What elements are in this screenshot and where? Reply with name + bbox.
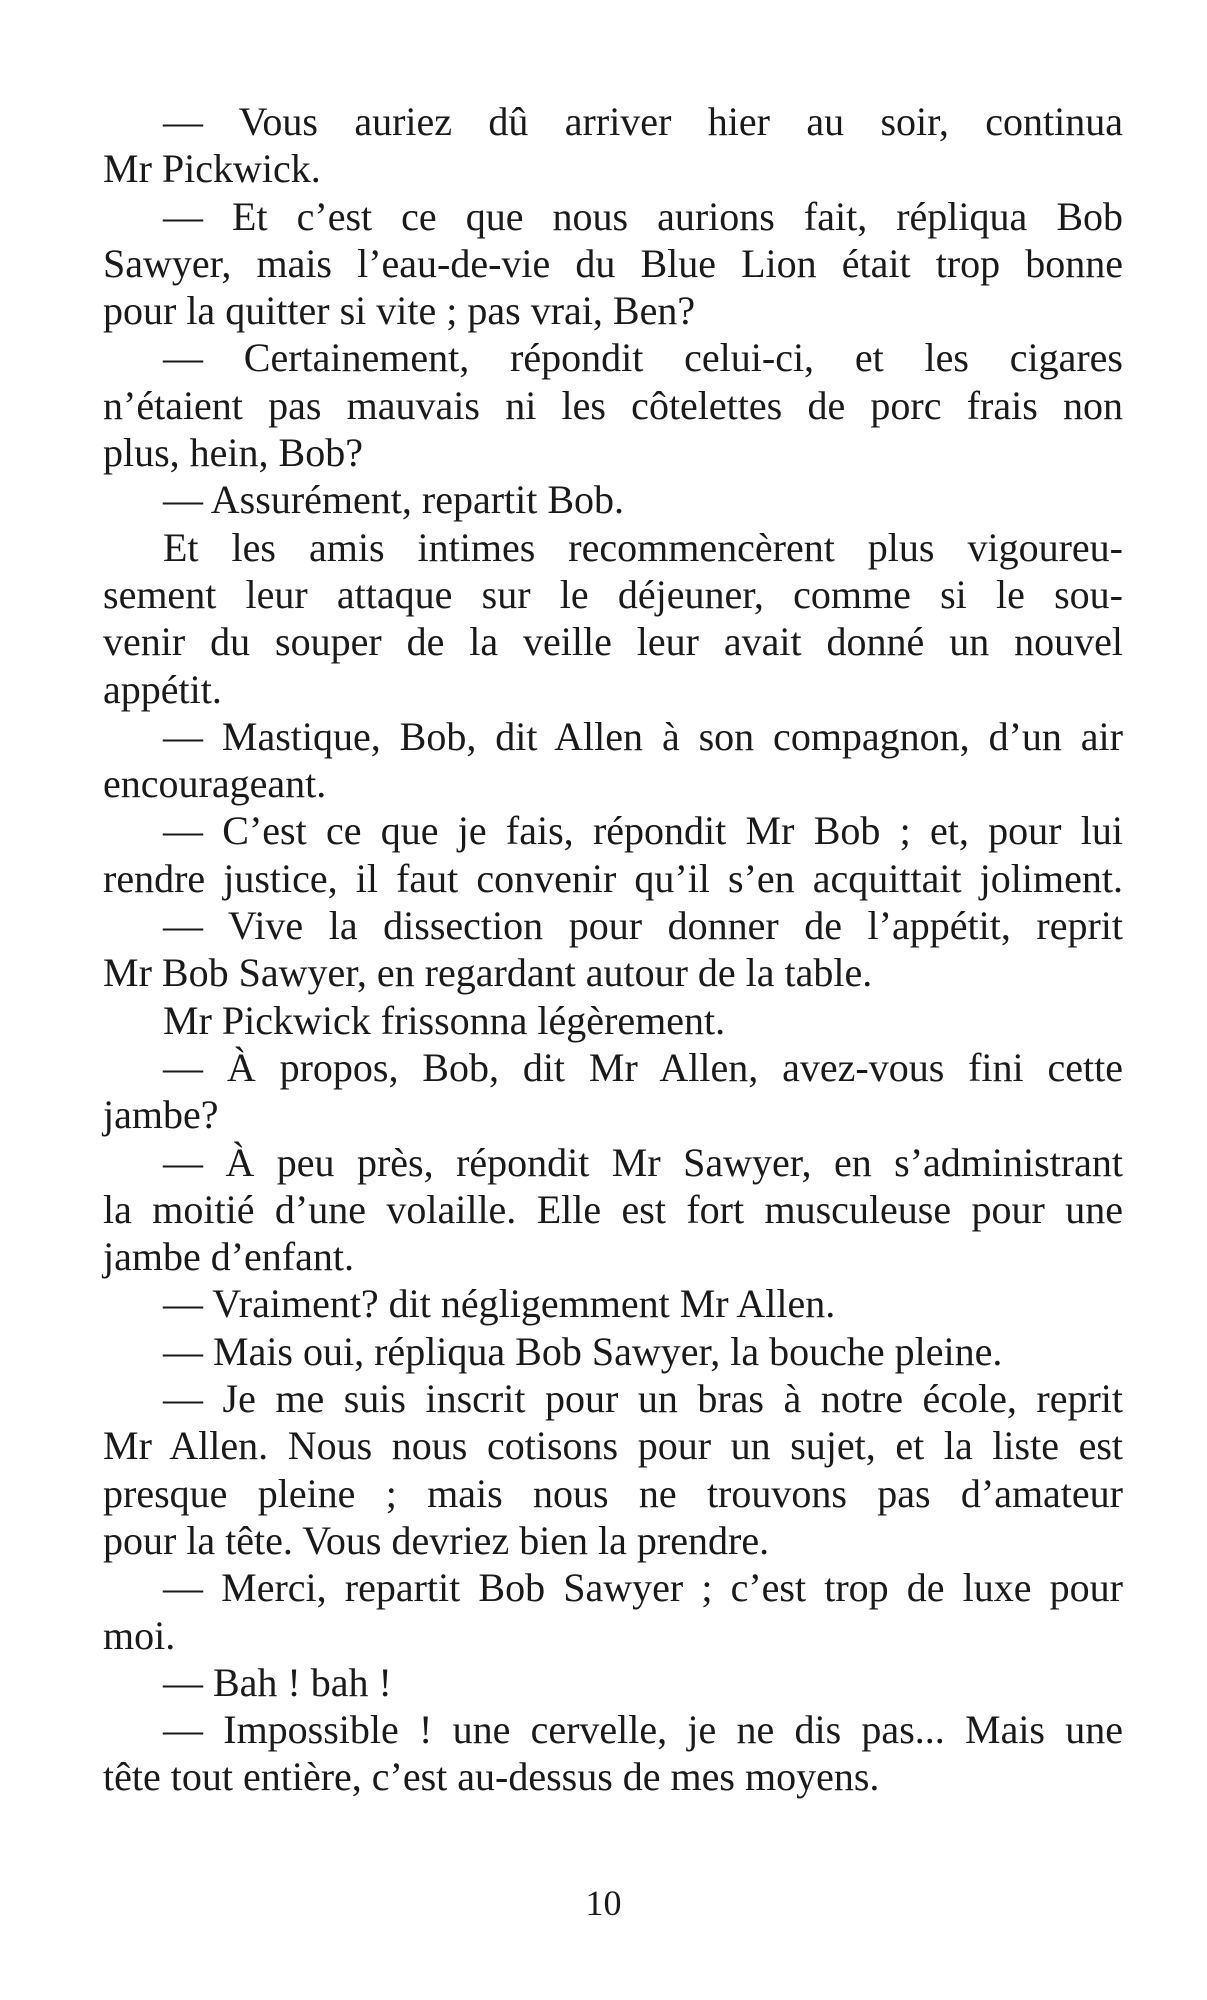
text-line: Mr Pickwick. — [103, 146, 321, 192]
text-line: — Vive la dissection pour donner de l’appétit, reprit — [163, 903, 1123, 949]
text-line: — Assurément, repartit Bob. — [163, 477, 625, 523]
text-line: — C’est ce que je fais, répondit Mr Bob ; et, pour lui — [163, 808, 1123, 854]
text-line: moi. — [103, 1612, 176, 1658]
text-line: venir du souper de la veille leur avait donné un nouvel — [103, 619, 1123, 665]
text-line: rendre justice, il faut convenir qu’il s’en acquittait joliment. — [103, 855, 1123, 901]
text-line: Mr Allen. Nous nous cotisons pour un sujet, et la liste est — [103, 1423, 1123, 1469]
page-number: 10 — [585, 1883, 622, 1923]
text-line: — Et c’est ce que nous aurions fait, répliqua Bob — [163, 193, 1123, 239]
text-line: pour la quitter si vite ; pas vrai, Ben? — [103, 288, 696, 334]
text-line: — Certainement, répondit celui-ci, et les cigares — [163, 335, 1123, 381]
text-line: — Bah ! bah ! — [163, 1659, 392, 1705]
text-line: Et les amis intimes recommencèrent plus vigoureu- — [163, 524, 1123, 570]
text-line: appétit. — [103, 666, 222, 712]
text-line: — Mastique, Bob, dit Allen à son compagnon, d’un air — [163, 713, 1123, 759]
text-line: Mr Pickwick frissonna légèrement. — [163, 997, 726, 1043]
text-line: la moitié d’une volaille. Elle est fort musculeuse pour une — [103, 1186, 1123, 1232]
text-line: sement leur attaque sur le déjeuner, comme si le sou- — [103, 571, 1123, 617]
text-line: — Je me suis inscrit pour un bras à notre école, reprit — [163, 1376, 1123, 1422]
text-line: n’étaient pas mauvais ni les côtelettes de porc frais non — [103, 382, 1123, 428]
text-line: jambe? — [103, 1092, 219, 1138]
text-line: jambe d’enfant. — [103, 1234, 354, 1280]
text-line: pour la tête. Vous devriez bien la prendre. — [103, 1517, 770, 1563]
text-line: — À peu près, répondit Mr Sawyer, en s’administrant — [163, 1139, 1123, 1185]
text-line: plus, hein, Bob? — [103, 430, 363, 476]
page-text-block — [103, 98, 1123, 1858]
text-line: — À propos, Bob, dit Mr Allen, avez-vous fini cette — [163, 1044, 1123, 1090]
text-line: Mr Bob Sawyer, en regardant autour de la table. — [103, 950, 873, 996]
text-line: — Vous auriez dû arriver hier au soir, continua — [163, 99, 1123, 144]
text-line: presque pleine ; mais nous ne trouvons pas d’amateur — [103, 1470, 1123, 1516]
text-line: — Vraiment? dit négligemment Mr Allen. — [163, 1281, 836, 1327]
text-line: — Impossible ! une cervelle, je ne dis pas... Mais une — [163, 1707, 1123, 1753]
text-line: tête tout entière, c’est au-dessus de mes moyens. — [103, 1754, 880, 1800]
text-line: encourageant. — [103, 761, 327, 807]
text-line: — Mais oui, répliqua Bob Sawyer, la bouche pleine. — [163, 1328, 1003, 1374]
text-line: Sawyer, mais l’eau-de-vie du Blue Lion était trop bonne — [103, 240, 1123, 286]
text-line: — Merci, repartit Bob Sawyer ; c’est trop de luxe pour — [163, 1565, 1123, 1611]
